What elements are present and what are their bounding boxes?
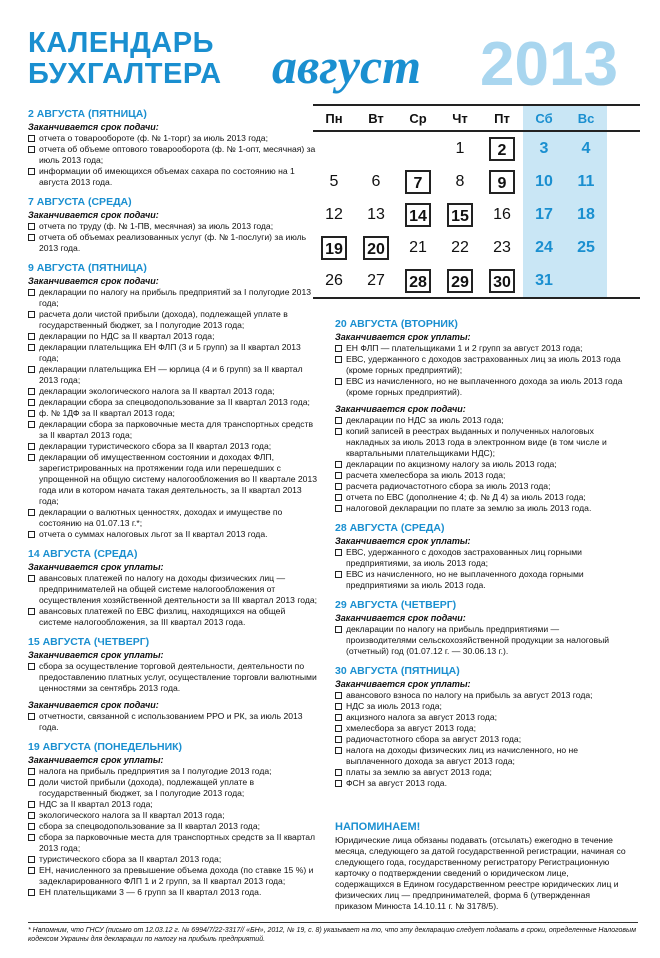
left-column: [28, 108, 320, 906]
section-date-heading: 7 АВГУСТА (СРЕДА): [28, 196, 132, 208]
checklist-item: ЕН ФЛП — плательщиками 1 и 2 групп за август 2013 года;: [335, 343, 627, 354]
calendar-day: [565, 264, 607, 297]
day-number: 21: [409, 238, 427, 256]
deadline-section: [28, 741, 320, 898]
calendar-day: [481, 132, 523, 165]
calendar-day: [523, 264, 565, 297]
deadline-subheading: Заканчивается срок уплаты:: [28, 562, 164, 572]
checklist-item: ЕН плательщиками 3 — 6 групп за II квартал 2013 года.: [28, 887, 320, 898]
day-number: 16: [493, 205, 511, 223]
calendar-day: [481, 165, 523, 198]
day-number: 3: [539, 139, 549, 157]
day-number: 24: [535, 238, 553, 256]
deadline-subheading: Заканчивается срок подачи:: [335, 404, 466, 414]
checklist-item: отчета по ЕВС (дополнение 4; ф. № Д 4) за июль 2013 года;: [335, 492, 627, 503]
checklist-item: отчета о товарообороте (ф. № 1-торг) за июль 2013 года;: [28, 133, 320, 144]
day-number: 19: [321, 236, 347, 260]
weekday-4: Пт: [494, 110, 510, 126]
calendar-title: [28, 28, 222, 90]
deadline-subheading: Заканчивается срок уплаты:: [335, 536, 471, 546]
day-number: 6: [371, 172, 381, 190]
checklist-item: копий записей в реестрах выданных и полученных налоговых накладных за июль 2013 года в электронном виде (в том числе и квартальными плательщиками НДС);: [335, 426, 627, 459]
calendar-day: [355, 231, 397, 264]
calendar-day: [355, 264, 397, 297]
checklist-item: декларации сбора за парковочные места для транспортных средств за II квартал 2013 года;: [28, 419, 320, 441]
section-date-heading: 15 АВГУСТА (ЧЕТВЕРГ): [28, 636, 150, 648]
checklist-item: отчетности, связанной с использованием РРО и РК, за июль 2013 года.: [28, 711, 320, 733]
section-date-heading: 29 АВГУСТА (ЧЕТВЕРГ): [335, 599, 457, 611]
checklist-item: ЕВС, удержанного с доходов застрахованных лиц горными предприятиями, за июль 2013 года;: [335, 547, 627, 569]
section-date-heading: 9 АВГУСТА (ПЯТНИЦА): [28, 262, 147, 274]
calendar-day: [439, 165, 481, 198]
calendar-day: [397, 132, 439, 165]
title-line-1: КАЛЕНДАРЬ: [28, 27, 214, 59]
calendar-day: [565, 132, 607, 165]
day-number: 26: [325, 271, 343, 289]
calendar-day: [439, 198, 481, 231]
section-date-heading: 19 АВГУСТА (ПОНЕДЕЛЬНИК): [28, 741, 183, 753]
calendar-day: [523, 132, 565, 165]
calendar-day: [523, 198, 565, 231]
calendar-week: [313, 264, 640, 297]
calendar-day: [439, 132, 481, 165]
day-number: 5: [329, 172, 339, 190]
calendar-day: [355, 198, 397, 231]
checklist-item: авансовых платежей по налогу на доходы физических лиц — предпринимателей на общей системе налогообложения от осуществления хозяйственной деятельности за III квартал 2013 года;: [28, 573, 320, 606]
checklist-item: налога на прибыль предприятия за I полугодие 2013 года;: [28, 766, 320, 777]
deadline-subheading: Заканчивается срок уплаты:: [335, 679, 471, 689]
section-date-heading: 20 АВГУСТА (ВТОРНИК): [335, 318, 458, 330]
day-number: 13: [367, 205, 385, 223]
deadline-subheading: Заканчивается срок подачи:: [28, 700, 159, 710]
day-number: 27: [367, 271, 385, 289]
checklist-item: декларации плательщика ЕН — юрлица (4 и 6 групп) за II квартал 2013 года;: [28, 364, 320, 386]
weekday-1: Вт: [368, 110, 384, 126]
calendar-day: [397, 264, 439, 297]
deadline-subheading: Заканчивается срок уплаты:: [28, 755, 164, 765]
day-number: 22: [451, 238, 469, 256]
checklist-item: декларации по НДС за июль 2013 года;: [335, 415, 627, 426]
checklist-item: платы за землю за август 2013 года;: [335, 767, 627, 778]
checklist-item: декларации о валютных ценностях, доходах и имуществе по состоянию на 01.07.13 г.*;: [28, 507, 320, 529]
deadline-section: [28, 108, 320, 188]
weekday-2: Ср: [409, 110, 427, 126]
deadline-section: [28, 548, 320, 628]
checklist-item: сбора за парковочные места для транспортных средств за II квартал 2013 года;: [28, 832, 320, 854]
day-number: 31: [535, 271, 553, 289]
weekday-0: Пн: [325, 110, 343, 126]
reminder-block: [335, 822, 627, 912]
checklist-item: отчета по труду (ф. № 1-ПВ, месячная) за июль 2013 года;: [28, 221, 320, 232]
day-number: 8: [455, 172, 465, 190]
checklist-item: ф. № 1ДФ за II квартал 2013 года;: [28, 408, 320, 419]
calendar-bottom-rule: [313, 297, 640, 299]
calendar-week: [313, 231, 640, 264]
day-number: 14: [405, 203, 431, 227]
deadline-subheading: Заканчивается срок подачи:: [28, 122, 159, 132]
checklist-item: радиочастотного сбора за август 2013 года;: [335, 734, 627, 745]
calendar-day: [481, 264, 523, 297]
checklist-item: расчета хмелесбора за июль 2013 года;: [335, 470, 627, 481]
checklist-item: декларации по налогу на прибыль предприятий за I полугодие 2013 года;: [28, 287, 320, 309]
day-number: 29: [447, 269, 473, 293]
day-number: 17: [535, 205, 553, 223]
day-number: 2: [489, 137, 515, 161]
day-number: 10: [535, 172, 553, 190]
checklist-item: расчета доли чистой прибыли (дохода), подлежащей уплате в государственный бюджет, за I полугодие 2013 года;: [28, 309, 320, 331]
day-number: 7: [405, 170, 431, 194]
day-number: 12: [325, 205, 343, 223]
day-number: 15: [447, 203, 473, 227]
weekday-header: [313, 104, 640, 132]
day-number: 28: [405, 269, 431, 293]
calendar-day: [397, 165, 439, 198]
checklist-item: декларации об имущественном состоянии и доходах ФЛП, зарегистрированных на протяжении года или перешедших с упрощенной на общую систему налогообложения во II квартале 2013 года или в котором начата такая деятельность, за II квартал 2013 года;: [28, 452, 320, 507]
calendar-week: [313, 165, 640, 198]
calendar-day: [397, 198, 439, 231]
deadline-section: [335, 599, 627, 657]
calendar-week: [313, 132, 640, 165]
year: 2013: [480, 30, 618, 99]
checklist-item: НДС за II квартал 2013 года;: [28, 799, 320, 810]
day-number: 30: [489, 269, 515, 293]
checklist-item: отчета об объемах реализованных услуг (ф. № 1-послуги) за июль 2013 года.: [28, 232, 320, 254]
section-date-heading: 14 АВГУСТА (СРЕДА): [28, 548, 138, 560]
section-date-heading: 28 АВГУСТА (СРЕДА): [335, 522, 445, 534]
day-number: 18: [577, 205, 595, 223]
calendar-day: [481, 198, 523, 231]
day-number: 23: [493, 238, 511, 256]
calendar-week: [313, 198, 640, 231]
checklist-item: доли чистой прибыли (дохода), подлежащей уплате в государственный бюджет, за I полугодие 2013 года;: [28, 777, 320, 799]
deadline-subheading: Заканчивается срок подачи:: [335, 613, 466, 623]
calendar-day: [439, 231, 481, 264]
deadline-section: [335, 665, 627, 789]
checklist-item: НДС за июль 2013 года;: [335, 701, 627, 712]
day-number: 9: [489, 170, 515, 194]
checklist-item: отчета об объеме оптового товарооборота (ф. № 1-опт, месячная) за июль 2013 года;: [28, 144, 320, 166]
checklist-item: ЕВС из начисленного, но не выплаченного дохода за июль 2013 года (кроме горных предприятий).: [335, 376, 627, 398]
checklist-item: хмелесбора за август 2013 года;: [335, 723, 627, 734]
checklist-item: экологического налога за II квартал 2013 года;: [28, 810, 320, 821]
checklist-item: отчета о суммах налоговых льгот за II квартал 2013 года.: [28, 529, 320, 540]
calendar-day: [565, 198, 607, 231]
calendar-day: [355, 165, 397, 198]
day-number: 11: [577, 172, 595, 190]
day-number: 4: [581, 139, 591, 157]
deadline-section: [335, 522, 627, 591]
calendar-day: [523, 165, 565, 198]
calendar-day: [565, 165, 607, 198]
day-number: 25: [577, 238, 595, 256]
calendar-day: [397, 231, 439, 264]
checklist-item: декларации по акцизному налогу за июль 2013 года;: [335, 459, 627, 470]
title-line-2: БУХГАЛТЕРА: [28, 58, 222, 90]
weekday-6: Вс: [565, 106, 607, 130]
deadline-subheading: Заканчивается срок подачи:: [28, 276, 159, 286]
checklist-item: сбора за осуществление торговой деятельности, деятельности по предоставлению платных услуг, осуществление торговли валютными ценностями за сентябрь 2013 года.: [28, 661, 320, 694]
month-name: август: [272, 38, 422, 94]
section-date-heading: 2 АВГУСТА (ПЯТНИЦА): [28, 108, 147, 120]
checklist-item: налога на доходы физических лиц из начисленного, но не выплаченного дохода за август 2013 года;: [335, 745, 627, 767]
checklist-item: авансовых платежей по ЕВС физлиц, находящихся на общей системе налогообложения, за III квартал 2013 года.: [28, 606, 320, 628]
checklist-item: авансового взноса по налогу на прибыль за август 2013 года;: [335, 690, 627, 701]
checklist-item: декларации по налогу на прибыль предприятиями — производителями сельскохозяйственной продукции за налоговый (отчетный) год (01.07.12 г. — 30.06.13 г.).: [335, 624, 627, 657]
deadline-subheading: Заканчивается срок уплаты:: [335, 332, 471, 342]
calendar-day: [481, 231, 523, 264]
deadline-section: [28, 262, 320, 540]
calendar-day: [355, 132, 397, 165]
deadline-subheading: Заканчивается срок подачи:: [28, 210, 159, 220]
day-number: 1: [455, 139, 465, 157]
checklist-item: декларации плательщика ЕН ФЛП (3 и 5 групп) за II квартал 2013 года;: [28, 342, 320, 364]
checklist-item: ФСН за август 2013 года.: [335, 778, 627, 789]
deadline-section: [335, 318, 627, 514]
checklist-item: ЕВС, удержанного с доходов застрахованных лиц за июль 2013 года (кроме горных предприятий);: [335, 354, 627, 376]
month-calendar: [313, 104, 640, 299]
deadline-section: [28, 636, 320, 733]
calendar-day: [439, 264, 481, 297]
calendar-grid: [313, 132, 640, 297]
deadline-subheading: Заканчивается срок уплаты:: [28, 650, 164, 660]
reminder-title: НАПОМИНАЕМ!: [335, 821, 421, 833]
checklist-item: туристического сбора за II квартал 2013 года;: [28, 854, 320, 865]
right-column: [335, 318, 627, 797]
checklist-item: сбора за спецводопользование за II квартал 2013 года;: [28, 821, 320, 832]
calendar-day: [565, 231, 607, 264]
checklist-item: акцизного налога за август 2013 года;: [335, 712, 627, 723]
checklist-item: расчета радиочастотного сбора за июль 2013 года;: [335, 481, 627, 492]
checklist-item: информации об имеющихся объемах сахара по состоянию на 1 августа 2013 года.: [28, 166, 320, 188]
checklist-item: ЕВС из начисленного, но не выплаченного дохода горными предприятиями за июль 2013 года.: [335, 569, 627, 591]
weekday-3: Чт: [452, 110, 468, 126]
day-number: 20: [363, 236, 389, 260]
checklist-item: декларации экологического налога за II квартал 2013 года;: [28, 386, 320, 397]
deadline-section: [28, 196, 320, 254]
reminder-text: Юридические лица обязаны подавать (отсылать) ежегодно в течение месяца, следующего за датой государственной регистрации, начиная со следующего года, государственному регистратору Регистрационную карточку о подтверждении сведений о юридическом лице, содержащихся в Едином государственном реестре юридических лиц и физических лиц — предпринимателей, форма 6 (утвержденная приказом Минюста 14.10.11 г. № 3178/5).: [335, 835, 626, 911]
checklist-item: декларации туристического сбора за II квартал 2013 года;: [28, 441, 320, 452]
section-date-heading: 30 АВГУСТА (ПЯТНИЦА): [335, 665, 460, 677]
checklist-item: декларации сбора за спецводопользование за II квартал 2013 года;: [28, 397, 320, 408]
footnote: * Напомним, что ГНСУ (письмо от 12.03.12 г. № 6994/7/22-3317// «БН», 2012, № 19, с. 8) указывает на то, что эту декларацию следует подавать в сроки, определенные Налоговым кодексом Украины для декларации по налогу на прибыль предприятий.: [28, 922, 638, 944]
checklist-item: декларации по НДС за II квартал 2013 года;: [28, 331, 320, 342]
checklist-item: налоговой декларации по плате за землю за июль 2013 года.: [335, 503, 627, 514]
calendar-day: [523, 231, 565, 264]
checklist-item: ЕН, начисленного за превышение объема дохода (по ставке 15 %) и задекларированного ФЛП 1 и 2 групп, за II квартал 2013 года;: [28, 865, 320, 887]
weekday-5: Сб: [523, 106, 565, 130]
